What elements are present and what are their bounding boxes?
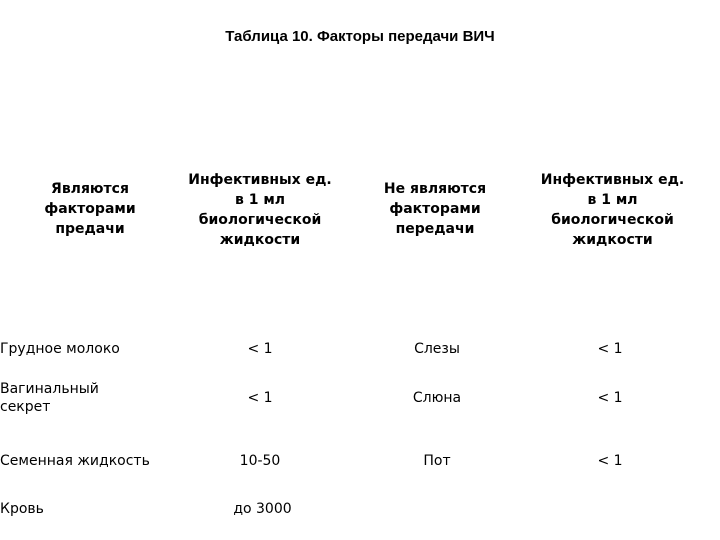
page-title: Таблица 10. Факторы передачи ВИЧ xyxy=(225,28,495,45)
table-cell-units: < 1 xyxy=(247,390,273,406)
header-cell-infective-units-2: Инфективных ед. в 1 мл биологической жидкости xyxy=(540,172,685,248)
table-cell-factor: Вагинальный секрет xyxy=(0,381,99,415)
table-cell-non-factor: Слюна xyxy=(412,390,462,406)
header-cell-infecting-factors: Являются факторами предачи xyxy=(44,181,136,237)
table-cell-non-factor: Пот xyxy=(423,453,451,469)
table-cell-factor: Кровь xyxy=(0,501,44,517)
header-cell-non-infecting-factors: Не являются факторами передачи xyxy=(383,181,487,237)
table-cell-factor: Грудное молоко xyxy=(0,341,120,357)
table-cell-units: < 1 xyxy=(247,341,273,357)
header-cell-infective-units-1: Инфективных ед. в 1 мл биологической жидкости xyxy=(188,172,332,248)
table-cell-units-2: < 1 xyxy=(597,341,623,357)
table-cell-factor: Семенная жидкость xyxy=(0,453,150,469)
table-cell-non-factor: Слезы xyxy=(414,341,460,357)
table-cell-units-2: < 1 xyxy=(597,453,623,469)
table-cell-units-2: < 1 xyxy=(597,390,623,406)
table-cell-units: до 3000 xyxy=(233,501,292,517)
table-cell-units: 10-50 xyxy=(239,453,281,469)
